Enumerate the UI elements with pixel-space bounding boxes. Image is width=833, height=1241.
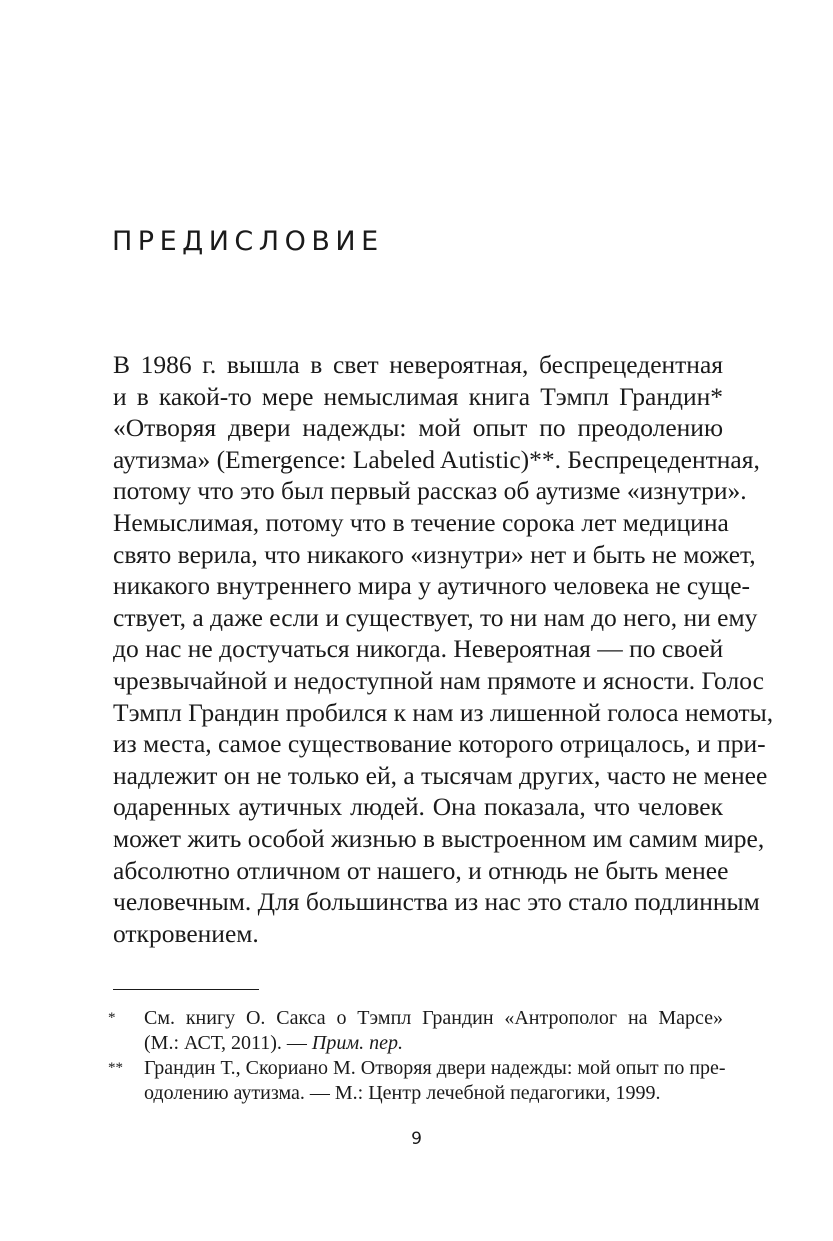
paragraph-line: абсолютно отличном от нашего, и отнюдь не быть менее — [113, 855, 729, 885]
paragraph-line: никакого внутреннего мира у аутичного человека не суще- — [113, 571, 751, 601]
paragraph-line: до нас не достучаться никогда. Невероятная — по своей — [113, 634, 724, 664]
paragraph-line: и в какой-то мере немыслимая книга Тэмпл Грандин* — [113, 381, 723, 411]
chapter-title: ПРЕДИСЛОВИЕ — [112, 226, 384, 257]
paragraph-line: свято верила, что никакого «изнутри» нет и быть не может, — [113, 539, 756, 569]
footnote-1 — [108, 1006, 723, 1056]
paragraph-line: Немыслимая, потому что в течение сорока лет медицина — [113, 507, 729, 537]
paragraph-line: ствует, а даже если и существует, то ни нам до него, ни ему — [113, 602, 758, 632]
paragraph-line: Тэмпл Грандин пробился к нам из лишенной голоса немоты, — [113, 697, 774, 727]
paragraph-line: В 1986 г. вышла в свет невероятная, беспрецедентная — [113, 350, 723, 379]
page-number: 9 — [411, 1129, 422, 1149]
paragraph-line: «Отворяя двери надежды: мой опыт по преодолению — [113, 413, 723, 443]
footnote-marker: * — [108, 1010, 116, 1026]
paragraph-line: потому что это был первый рассказ об аутизме «изнутри». — [113, 476, 747, 506]
paragraph-line: человечным. Для большинства из нас это стало подлинным — [113, 887, 760, 917]
footnotes — [108, 1006, 726, 1106]
footnote-2 — [108, 1056, 726, 1106]
footnote-divider — [113, 989, 259, 990]
paragraph-line: аутизма» (Emergence: Labeled Autistic)**. Беспрецедентная, — [113, 444, 760, 474]
footnote-line — [144, 1031, 723, 1056]
footnote-line: одолению аутизма. — М.: Центр лечебной педагогики, 1999. — [144, 1082, 661, 1104]
paragraph-line: может жить особой жизнью в выстроенном им самим мире, — [113, 823, 765, 853]
paragraph-line: чрезвычайной и недоступной нам прямоте и ясности. Голос — [113, 665, 764, 695]
footnote-line: Грандин Т., Скориано М. Отворяя двери надежды: мой опыт по пре- — [144, 1057, 726, 1079]
footnote-marker: ** — [108, 1060, 123, 1076]
paragraph-line: надлежит он не только ей, а тысячам других, часто не менее — [113, 760, 768, 790]
footnote-text: (М.: АСТ, 2011). — — [144, 1032, 312, 1054]
paragraph-line: одаренных аутичных людей. Она показала, что человек — [113, 792, 723, 822]
translator-note: Прим. пер. — [311, 1032, 404, 1054]
paragraph-line: из места, самое существование которого отрицалось, и при- — [113, 729, 766, 759]
footnote-line: См. книгу О. Сакса о Тэмпл Грандин «Антрополог на Марсе» — [144, 1007, 723, 1029]
paragraph-line: откровением. — [113, 918, 259, 948]
main-paragraph — [113, 349, 774, 949]
